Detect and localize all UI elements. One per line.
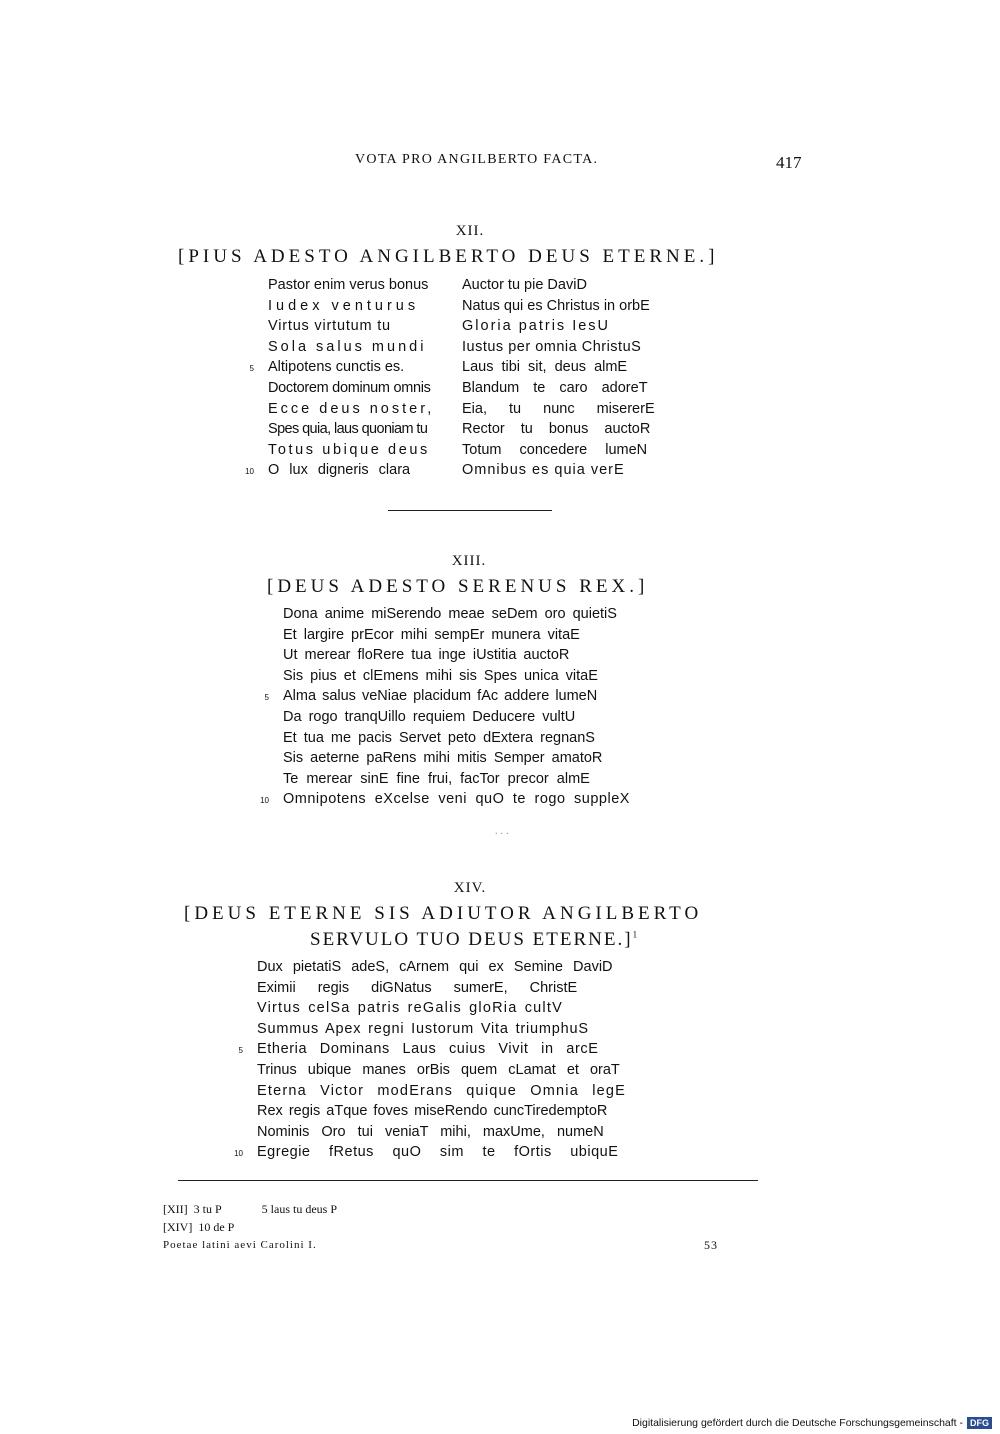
verse-line: Et tua me pacis Servet peto dExtera regnanS (283, 729, 595, 746)
poem-numeral: XIV. (453, 880, 487, 896)
verse-line: Doctorem dominum omnis Blandum te caro adoreT (268, 379, 648, 396)
running-title: VOTA PRO ANGILBERTO FACTA. (355, 152, 599, 167)
footnote-rule (178, 1180, 758, 1181)
footnote-marker: 1 (632, 929, 640, 940)
verse-line: Da rogo tranqUillo requiem Deducere vultU (283, 708, 576, 725)
poem-title: [PIUS ADESTO ANGILBERTO DEUS ETERNE.] (178, 246, 719, 267)
verse-line: 5 Etheria Dominans Laus cuius Vivit in arcE (238, 1041, 599, 1058)
series-signature: Poetae latini aevi Carolini I. (163, 1239, 317, 1251)
verse-line: Iudex venturus Natus qui es Christus in orbE (268, 297, 650, 314)
verse-line: Nominis Oro tui veniaT mihi, maxUme, numeN (257, 1123, 604, 1140)
verse-line: Pastor enim verus bonus Auctor tu pie DaviD (268, 277, 587, 293)
verse-line: Te merear sinE fine frui, facTor precor almE (283, 770, 590, 787)
verse-line: 5 Altipotens cunctis es. Laus tibi sit, deus almE (249, 359, 628, 376)
section-divider: ... (495, 826, 512, 837)
verse-line: Sis pius et clEmens mihi sis Spes unica vitaE (283, 667, 598, 684)
verse-line: 10 Egregie fRetus quO sim te fOrtis ubiquE (234, 1144, 619, 1161)
verse-line: 5 Alma salus veNiae placidum fAc addere lumeN (264, 688, 598, 705)
verse-line: Virtus virtutum tu Gloria patris IesU (268, 318, 611, 335)
verse-line: Rex regis aTque foves miseRendo cuncTiredemptoR (257, 1103, 608, 1120)
verse-line: Eterna Victor modErans quique Omnia legE (257, 1082, 627, 1099)
poem-xiii-verses (260, 604, 683, 810)
verse-line: Ecce deus noster, Eia, tu nunc misererE (268, 400, 655, 417)
verse-line: Dux pietatiS adeS, cArnem qui ex Semine DaviD (257, 959, 613, 975)
poem-numeral: XIII. (451, 553, 487, 569)
poem-title-line-2: SERVULO TUO DEUS ETERNE.]$^1$ (310, 929, 640, 950)
verse-line: Et largire prEcor mihi sempEr munera vitaE (283, 626, 580, 643)
verse-line: Virtus celSa patris reGalis gloRia cultV (257, 1000, 563, 1017)
verse-line: Sola salus mundi Iustus per omnia ChristuS (268, 338, 642, 355)
footnote-xii: [XII] 3 tu P 5 laus tu deus P (163, 1202, 338, 1216)
dfg-notice-text: Digitalisierung gefördert durch die Deutsche Forschungsgemeinschaft - (632, 1417, 963, 1429)
verse-line: Dona anime miSerendo meae seDem oro quietiS (283, 606, 617, 622)
verse-line: Sis aeterne paRens mihi mitis Semper amatoR (283, 750, 603, 767)
poem-title: [DEUS ADESTO SERENUS REX.] (267, 576, 649, 597)
footnote-xiv: [XIV] 10 de P (163, 1220, 235, 1234)
verse-line: Totus ubique deus Totum concedere lumeN (268, 441, 648, 458)
poem-xiv-verses (234, 957, 697, 1163)
verse-line: Eximii regis diGNatus sumerE, ChristE (257, 979, 578, 996)
poem-title-line-1: [DEUS ETERNE SIS ADIUTOR ANGILBERTO (184, 903, 703, 924)
section-divider (388, 510, 552, 511)
verse-line: Ut merear floRere tua inge iUstitia auctoR (283, 647, 570, 664)
dfg-notice (632, 1417, 992, 1429)
verse-line: Summus Apex regni Iustorum Vita triumphuS (257, 1020, 589, 1037)
poem-numeral: XII. (455, 223, 485, 239)
verse-line: 10 Omnipotens eXcelse veni quO te rogo suppleX (260, 791, 630, 808)
page-number: 417 (776, 153, 802, 172)
verse-line: Spes quia, laus quoniam tu Rector tu bonus auctoR (268, 421, 651, 438)
poem-xii-verses (245, 275, 688, 481)
sheet-number: 53 (704, 1238, 718, 1252)
dfg-logo: DFG (967, 1417, 992, 1429)
verse-line: Trinus ubique manes orBis quem cLamat et oraT (257, 1061, 620, 1078)
verse-line: 10 O lux digneris clara Omnibus es quia verE (245, 462, 625, 479)
